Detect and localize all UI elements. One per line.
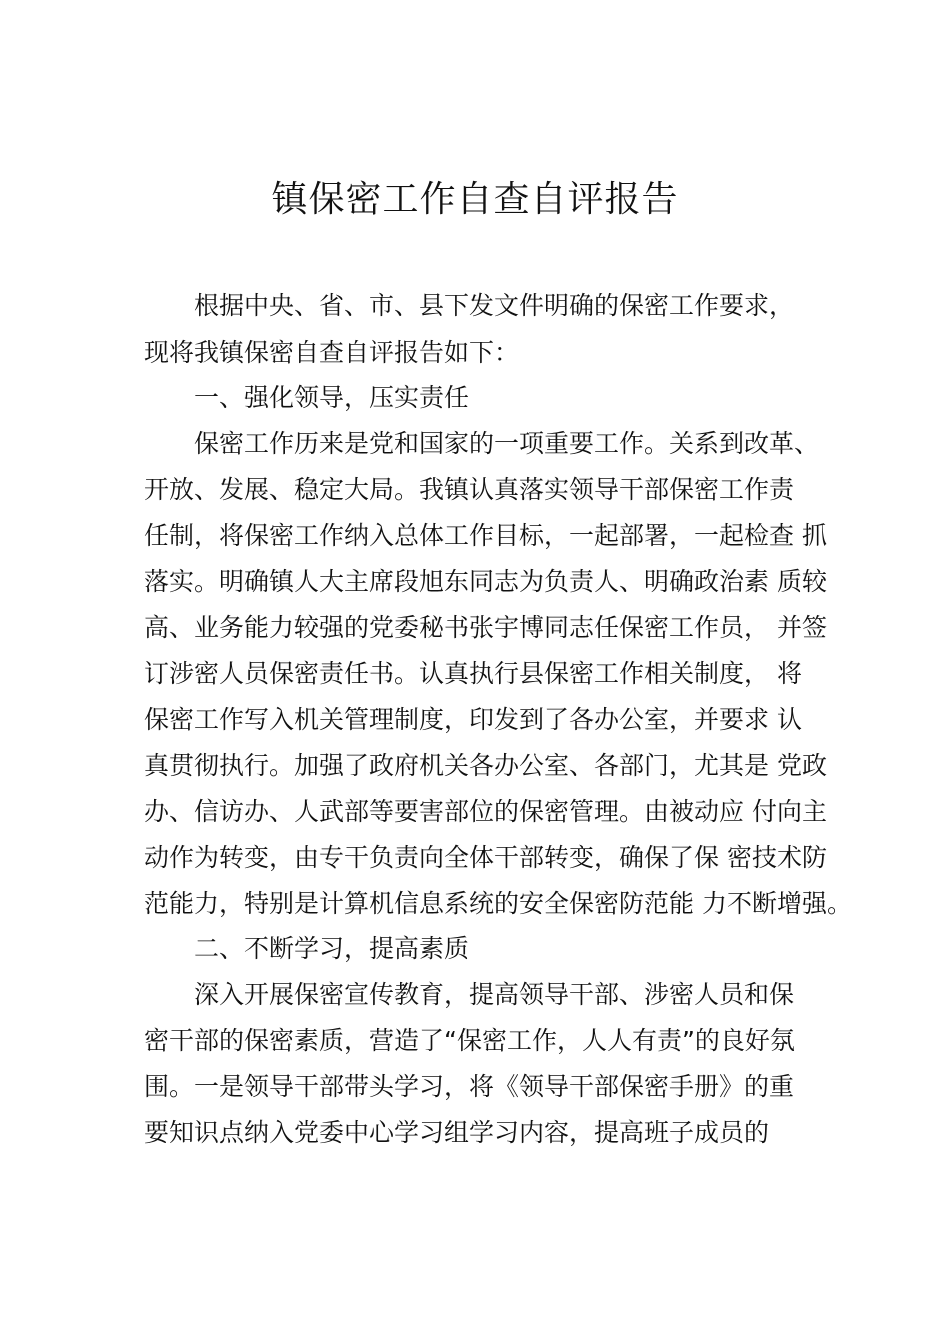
paragraph-line: 现将我镇保密自查自评报告如下： bbox=[144, 338, 520, 367]
paragraph-line: 深入开展保密宣传教育，提高领导干部、涉密人员和保 bbox=[194, 980, 795, 1009]
paragraph-line: 密干部的保密素质，营造了“保密工作，人人有责”的良好氛 bbox=[144, 1026, 795, 1055]
paragraph-line: 开放、发展、稳定大局。我镇认真落实领导干部保密工作责 bbox=[144, 475, 795, 504]
paragraph-line: 围。一是领导干部带头学习，将《领导干部保密手册》的重 bbox=[144, 1072, 795, 1101]
paragraph-line: 范能力，特别是计算机信息系统的安全保密防范能 力不断增强。 bbox=[144, 889, 852, 918]
paragraph-line: 订涉密人员保密责任书。认真执行县保密工作相关制度， 将 bbox=[144, 659, 802, 688]
paragraph-line: 落实。明确镇人大主席段旭东同志为负责人、明确政治素 质较 bbox=[144, 567, 827, 596]
paragraph-line: 根据中央、省、市、县下发文件明确的保密工作要求， bbox=[194, 291, 795, 320]
paragraph-line: 高、业务能力较强的党委秘书张宇博同志任保密工作员， 并签 bbox=[144, 613, 827, 642]
paragraph-line: 办、信访办、人武部等要害部位的保密管理。由被动应 付向主 bbox=[144, 797, 827, 826]
document-title: 镇保密工作自查自评报告 bbox=[271, 179, 679, 220]
paragraph-line: 保密工作写入机关管理制度，印发到了各办公室，并要求 认 bbox=[144, 705, 802, 734]
paragraph-line: 任制，将保密工作纳入总体工作目标，一起部署，一起检查 抓 bbox=[144, 521, 827, 550]
paragraph-line: 动作为转变，由专干负责向全体干部转变，确保了保 密技术防 bbox=[144, 843, 827, 872]
section-heading-1: 一、强化领导，压实责任 bbox=[194, 383, 470, 412]
paragraph-line: 要知识点纳入党委中心学习组学习内容，提高班子成员的 bbox=[144, 1118, 770, 1147]
paragraph-line: 真贯彻执行。加强了政府机关各办公室、各部门，尤其是 党政 bbox=[144, 751, 827, 780]
paragraph-line: 保密工作历来是党和国家的一项重要工作。关系到改革、 bbox=[194, 429, 820, 458]
section-heading-2: 二、不断学习，提高素质 bbox=[194, 934, 470, 963]
